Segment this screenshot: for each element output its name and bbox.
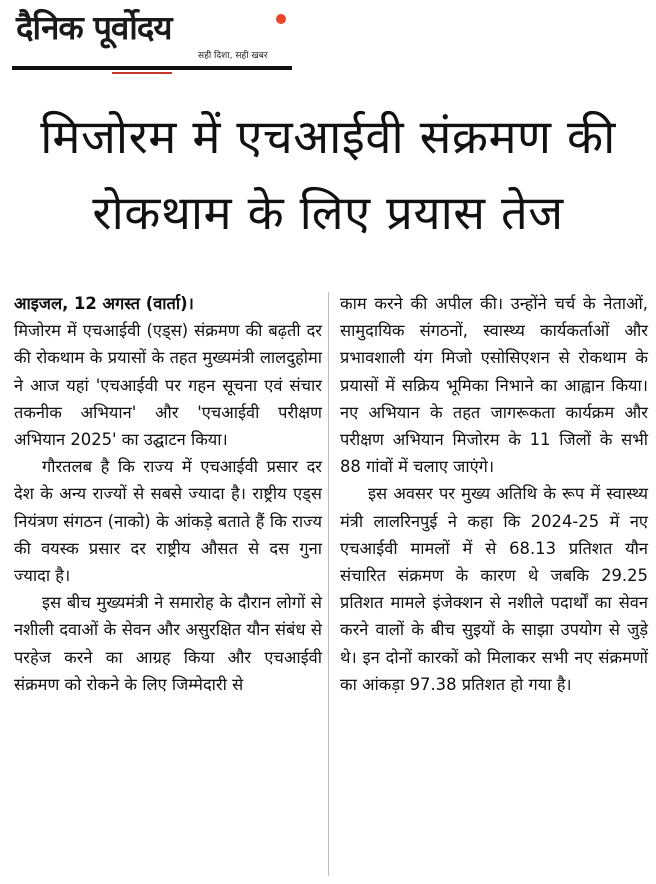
newspaper-tagline: सही दिशा, सही खबर [198,51,268,61]
paragraph: गौरतलब है कि राज्य में एचआईवी प्रसार दर देश के अन्य राज्यों से सबसे ज्यादा है। राष्ट्रीय एड्स नियंत्रण संगठन (नाको) के आंकड़े बताते हैं कि राज्य की वयस्क प्रसार दर राष्ट्रीय औसत से दस गुना ज्यादा है। [14,457,322,586]
paragraph: इस बीच मुख्यमंत्री ने समारोह के दौरान लोगों से नशीली दवाओं के सेवन और असुरक्षित यौन संबंध से परहेज करने का आग्रह किया और एचआईवी संक्रमण को रोकने के लिए जिम्मेदारी से [14,593,322,694]
dateline [14,290,322,317]
newspaper-logo: दैनिक पूर्वोदय [16,8,172,47]
paragraph: इस अवसर पर मुख्य अतिथि के रूप में स्वास्थ्य मंत्री लालरिनपुई ने कहा कि 2024-25 में नए एचआईवी मामलों में से 68.13 प्रतिशत यौन संचारित संक्रमण के कारण थे जबकि 29.25 प्रतिशत मामले इंजेक्शन से नशीले पदार्थों का सेवन करने वालों के बीच सुइयों के साझा उपयोग से जुड़े थे। इन दोनों कारकों को मिलाकर सभी नए संक्रमणों का आंकड़ा 97.38 प्रतिशत हो गया है। [340,484,648,694]
paragraph: काम करने की अपील की। उन्होंने चर्च के नेताओं, सामुदायिक संगठनों, स्वास्थ्य कार्यकर्ताओं और प्रभावशाली यंग मिजो एसोसिएशन से रोकथाम के प्रयासों में सक्रिय भूमिका निभाने का आह्वान किया। नए अभियान के तहत जागरूकता कार्यक्रम और परीक्षण अभियान मिजोरम के 11 जिलों के सभी 88 गांवों में चलाए जाएंगे। [340,294,648,477]
paragraph: मिजोरम में एचआईवी (एड्स) संक्रमण की बढ़ती दर की रोकथाम के प्रयासों के तहत मुख्यमंत्री लालदुहोमा ने आज यहां 'एचआईवी पर गहन सूचना एवं संचार तकनीक अभियान' और 'एचआईवी परीक्षण अभियान 2025' का उद्घाटन किया। [14,321,322,450]
article-column-right [340,290,648,698]
dateline-text: आइजल, 12 अगस्त (वार्ता)। [14,294,194,313]
masthead-accent-rule [112,72,172,74]
article-column-left [14,290,322,698]
masthead-rule [12,66,292,70]
headline: मिजोरम में एचआईवी संक्रमण की रोकथाम के लिए प्रयास तेज [40,110,616,241]
logo-dot [276,14,286,24]
masthead [12,4,292,74]
column-divider [328,292,329,876]
